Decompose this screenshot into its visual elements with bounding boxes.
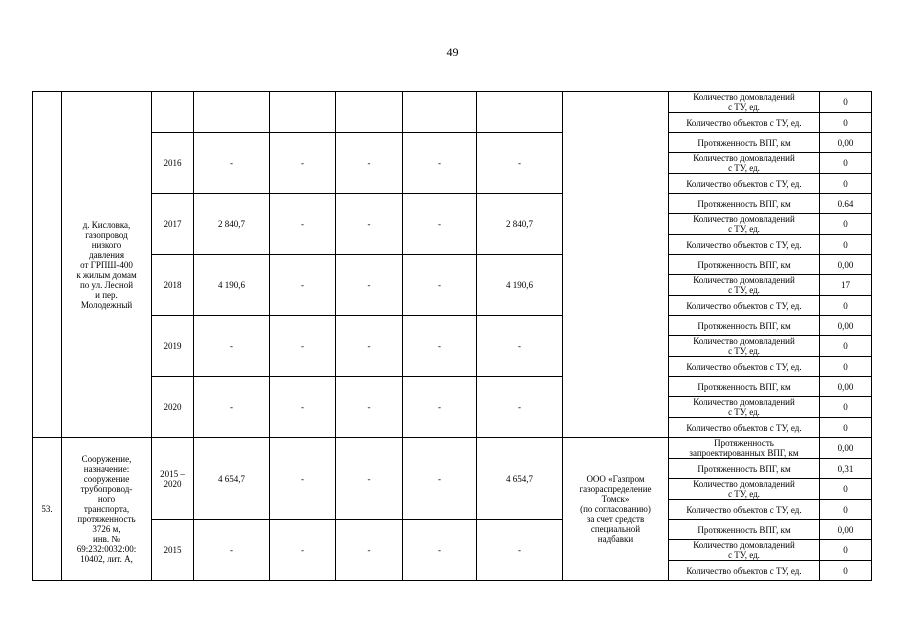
indicator-label-line: Количество объектов с ТУ, ед. <box>686 178 802 189</box>
indicator-label-line: Количество объектов с ТУ, ед. <box>686 422 802 433</box>
year-line: 2020 <box>163 478 182 489</box>
object-name-line: к жилым домам <box>76 269 137 280</box>
local-cell: - <box>403 133 477 194</box>
executor-line: надбавки <box>597 534 634 544</box>
object-name-cell <box>62 92 152 438</box>
indicator-label <box>669 235 820 255</box>
indicator-label-line: Количество домовладений <box>693 92 795 102</box>
indicator-value: 0 <box>820 113 872 133</box>
executor-line: специальной <box>590 524 641 534</box>
indicator-label-line: Количество домовладений <box>693 214 795 224</box>
indicator-label-line: Количество объектов с ТУ, ед. <box>686 565 802 576</box>
indicator-label-line: с ТУ, ед. <box>728 489 760 499</box>
other-source-cell: - <box>477 520 563 581</box>
indicator-label-line: Количество домовладений <box>693 336 795 346</box>
object-name-line: инв. № <box>93 534 120 544</box>
object-name-line: назначение: <box>83 464 130 474</box>
other-source-cell: - <box>477 377 563 438</box>
executor-cell <box>563 438 669 581</box>
indicator-label-line: Протяженность ВПГ, км <box>697 137 791 148</box>
executor-line: ООО «Газпром <box>586 474 645 484</box>
year-line: 2015 – <box>160 468 185 479</box>
other-source-cell: 4 654,7 <box>477 438 563 520</box>
other-source-cell: 4 190,6 <box>477 255 563 316</box>
indicator-label <box>669 540 820 561</box>
indicator-label-line: Протяженность ВПГ, км <box>697 320 791 331</box>
total-cell: - <box>194 520 270 581</box>
indicator-value: 0 <box>820 479 872 500</box>
total-cell: 4 190,6 <box>194 255 270 316</box>
indicator-label-line: Количество объектов с ТУ, ед. <box>686 361 802 372</box>
indicator-value: 0 <box>820 397 872 418</box>
local-cell: - <box>403 377 477 438</box>
indicator-value: 0.64 <box>820 194 872 214</box>
object-name-line: и пер. <box>95 289 118 300</box>
indicator-label <box>669 520 820 540</box>
indicator-value: 0,00 <box>820 520 872 540</box>
indicator-label <box>669 113 820 133</box>
indicator-value: 0 <box>820 418 872 438</box>
indicator-label-line: Количество домовладений <box>693 153 795 163</box>
indicator-label-line: Количество объектов с ТУ, ед. <box>686 300 802 311</box>
indicator-label <box>669 336 820 357</box>
federal-cell <box>270 92 336 133</box>
local-cell: - <box>403 316 477 377</box>
object-name-line: по ул. Лесной <box>79 279 134 290</box>
table-row <box>33 438 872 459</box>
indicator-label <box>669 296 820 316</box>
total-cell <box>194 92 270 133</box>
object-name-line: протяженность <box>77 514 136 524</box>
indicator-value: 0 <box>820 235 872 255</box>
indicator-label-line: Протяженность ВПГ, км <box>697 463 791 474</box>
indicator-label-line: с ТУ, ед. <box>728 346 760 356</box>
indicator-value: 0 <box>820 336 872 357</box>
indicator-value: 0,00 <box>820 377 872 397</box>
regional-cell: - <box>336 316 403 377</box>
other-source-cell: 2 840,7 <box>477 194 563 255</box>
indicator-value: 0 <box>820 296 872 316</box>
indicator-label-line: с ТУ, ед. <box>728 285 760 295</box>
object-name-line: сооружение <box>83 474 130 484</box>
year-cell: 2020 <box>152 377 194 438</box>
executor-line: (по согласованию) <box>580 504 651 514</box>
table-row <box>33 133 872 153</box>
object-name-line: 3726 м, <box>92 524 121 534</box>
table-row <box>33 194 872 214</box>
federal-cell: - <box>270 316 336 377</box>
indicator-label <box>669 316 820 336</box>
regional-cell: - <box>336 255 403 316</box>
indicator-label-line: с ТУ, ед. <box>728 550 760 560</box>
indicator-value: 0 <box>820 174 872 194</box>
indicator-label-line: с ТУ, ед. <box>728 163 760 173</box>
year-line: 2015 <box>163 545 182 555</box>
indicator-value: 17 <box>820 275 872 296</box>
indicator-label <box>669 153 820 174</box>
program-table <box>32 91 872 581</box>
indicator-label-line: с ТУ, ед. <box>728 224 760 234</box>
indicator-label-line: Протяженность ВПГ, км <box>697 198 791 209</box>
year-cell <box>152 438 194 520</box>
local-cell: - <box>403 255 477 316</box>
regional-cell: - <box>336 438 403 520</box>
regional-cell: - <box>336 520 403 581</box>
year-cell <box>152 520 194 581</box>
total-cell: 2 840,7 <box>194 194 270 255</box>
indicator-value: 0,00 <box>820 316 872 336</box>
indicator-label <box>669 459 820 479</box>
indicator-label <box>669 500 820 520</box>
object-number-cell <box>33 438 62 581</box>
indicator-label-line: Количество объектов с ТУ, ед. <box>686 504 802 515</box>
object-name-line: д. Кисловка, <box>82 219 131 230</box>
local-cell <box>403 92 477 133</box>
executor-line: Томск» <box>601 494 630 504</box>
regional-cell: - <box>336 377 403 438</box>
indicator-label <box>669 214 820 235</box>
indicator-value: 0 <box>820 357 872 377</box>
year-cell: 2017 <box>152 194 194 255</box>
object-name-line: давления <box>89 249 124 260</box>
object-name-line: 10402, лит. А, <box>80 554 133 564</box>
table-row <box>33 520 872 540</box>
object-name-line: 69:232:0032:00: <box>76 544 137 554</box>
indicator-label <box>669 92 820 113</box>
object-name-line: ного <box>97 494 116 504</box>
indicator-label <box>669 275 820 296</box>
object-name-line: транспорта, <box>83 504 130 514</box>
object-name-line: Молодежный <box>80 299 133 310</box>
local-cell: - <box>403 438 477 520</box>
total-cell: - <box>194 133 270 194</box>
indicator-value: 0 <box>820 214 872 235</box>
executor-line: за счет средств <box>586 514 645 524</box>
federal-cell: - <box>270 255 336 316</box>
year-cell <box>152 92 194 133</box>
indicator-value: 0,00 <box>820 438 872 459</box>
indicator-label-line: Количество объектов с ТУ, ед. <box>686 117 802 128</box>
object-name-line: трубопровод- <box>80 484 133 494</box>
indicator-label-line: с ТУ, ед. <box>728 102 760 112</box>
indicator-label-line: Протяженность ВПГ, км <box>697 524 791 535</box>
object-name-line: от ГРПШ-400 <box>80 259 133 270</box>
federal-cell: - <box>270 438 336 520</box>
regional-cell: - <box>336 194 403 255</box>
indicator-label <box>669 479 820 500</box>
table-row <box>33 92 872 113</box>
federal-cell: - <box>270 133 336 194</box>
indicator-value: 0 <box>820 540 872 561</box>
indicator-label-line: Протяженность <box>714 438 774 448</box>
indicator-label-line: Количество домовладений <box>693 275 795 285</box>
indicator-label <box>669 255 820 275</box>
indicator-label-line: Протяженность ВПГ, км <box>697 381 791 392</box>
indicator-value: 0,00 <box>820 255 872 275</box>
executor-line: газораспределение <box>579 484 652 494</box>
indicator-value: 0,31 <box>820 459 872 479</box>
other-source-cell: - <box>477 316 563 377</box>
regional-cell <box>336 92 403 133</box>
object-name-line: Сооружение, <box>81 454 132 464</box>
year-cell: 2016 <box>152 133 194 194</box>
indicator-value: 0 <box>820 153 872 174</box>
indicator-label <box>669 438 820 459</box>
indicator-label <box>669 377 820 397</box>
indicator-value: 0 <box>820 500 872 520</box>
object-number-cell <box>33 92 62 438</box>
table-row <box>33 377 872 397</box>
indicator-label-line: Количество домовладений <box>693 479 795 489</box>
object-name-line: низкого <box>91 239 122 250</box>
indicator-label-line: с ТУ, ед. <box>728 407 760 417</box>
indicator-label <box>669 418 820 438</box>
table-row <box>33 255 872 275</box>
year-cell: 2018 <box>152 255 194 316</box>
other-source-cell: - <box>477 133 563 194</box>
indicator-value: 0,00 <box>820 133 872 153</box>
total-cell: - <box>194 377 270 438</box>
executor-cell <box>563 92 669 438</box>
indicator-label-line: Количество объектов с ТУ, ед. <box>686 239 802 250</box>
page-number: 49 <box>446 45 459 59</box>
indicator-value: 0 <box>820 92 872 113</box>
indicator-label-line: Протяженность ВПГ, км <box>697 259 791 270</box>
table-row <box>33 316 872 336</box>
federal-cell: - <box>270 377 336 438</box>
regional-cell: - <box>336 133 403 194</box>
object-name-cell <box>62 438 152 581</box>
indicator-value: 0 <box>820 561 872 581</box>
indicator-label <box>669 174 820 194</box>
indicator-label-line: Количество домовладений <box>693 397 795 407</box>
year-cell: 2019 <box>152 316 194 377</box>
indicator-label-line: Количество домовладений <box>693 540 795 550</box>
indicator-label <box>669 357 820 377</box>
object-name-line: газопровод <box>85 229 128 240</box>
indicator-label <box>669 194 820 214</box>
other-source-cell <box>477 92 563 133</box>
object-number: 53. <box>41 504 53 514</box>
federal-cell: - <box>270 520 336 581</box>
indicator-label-line: запроектированных ВПГ, км <box>689 448 799 458</box>
federal-cell: - <box>270 194 336 255</box>
total-cell: 4 654,7 <box>194 438 270 520</box>
local-cell: - <box>403 520 477 581</box>
indicator-label <box>669 561 820 581</box>
total-cell: - <box>194 316 270 377</box>
indicator-label <box>669 397 820 418</box>
local-cell: - <box>403 194 477 255</box>
indicator-label <box>669 133 820 153</box>
